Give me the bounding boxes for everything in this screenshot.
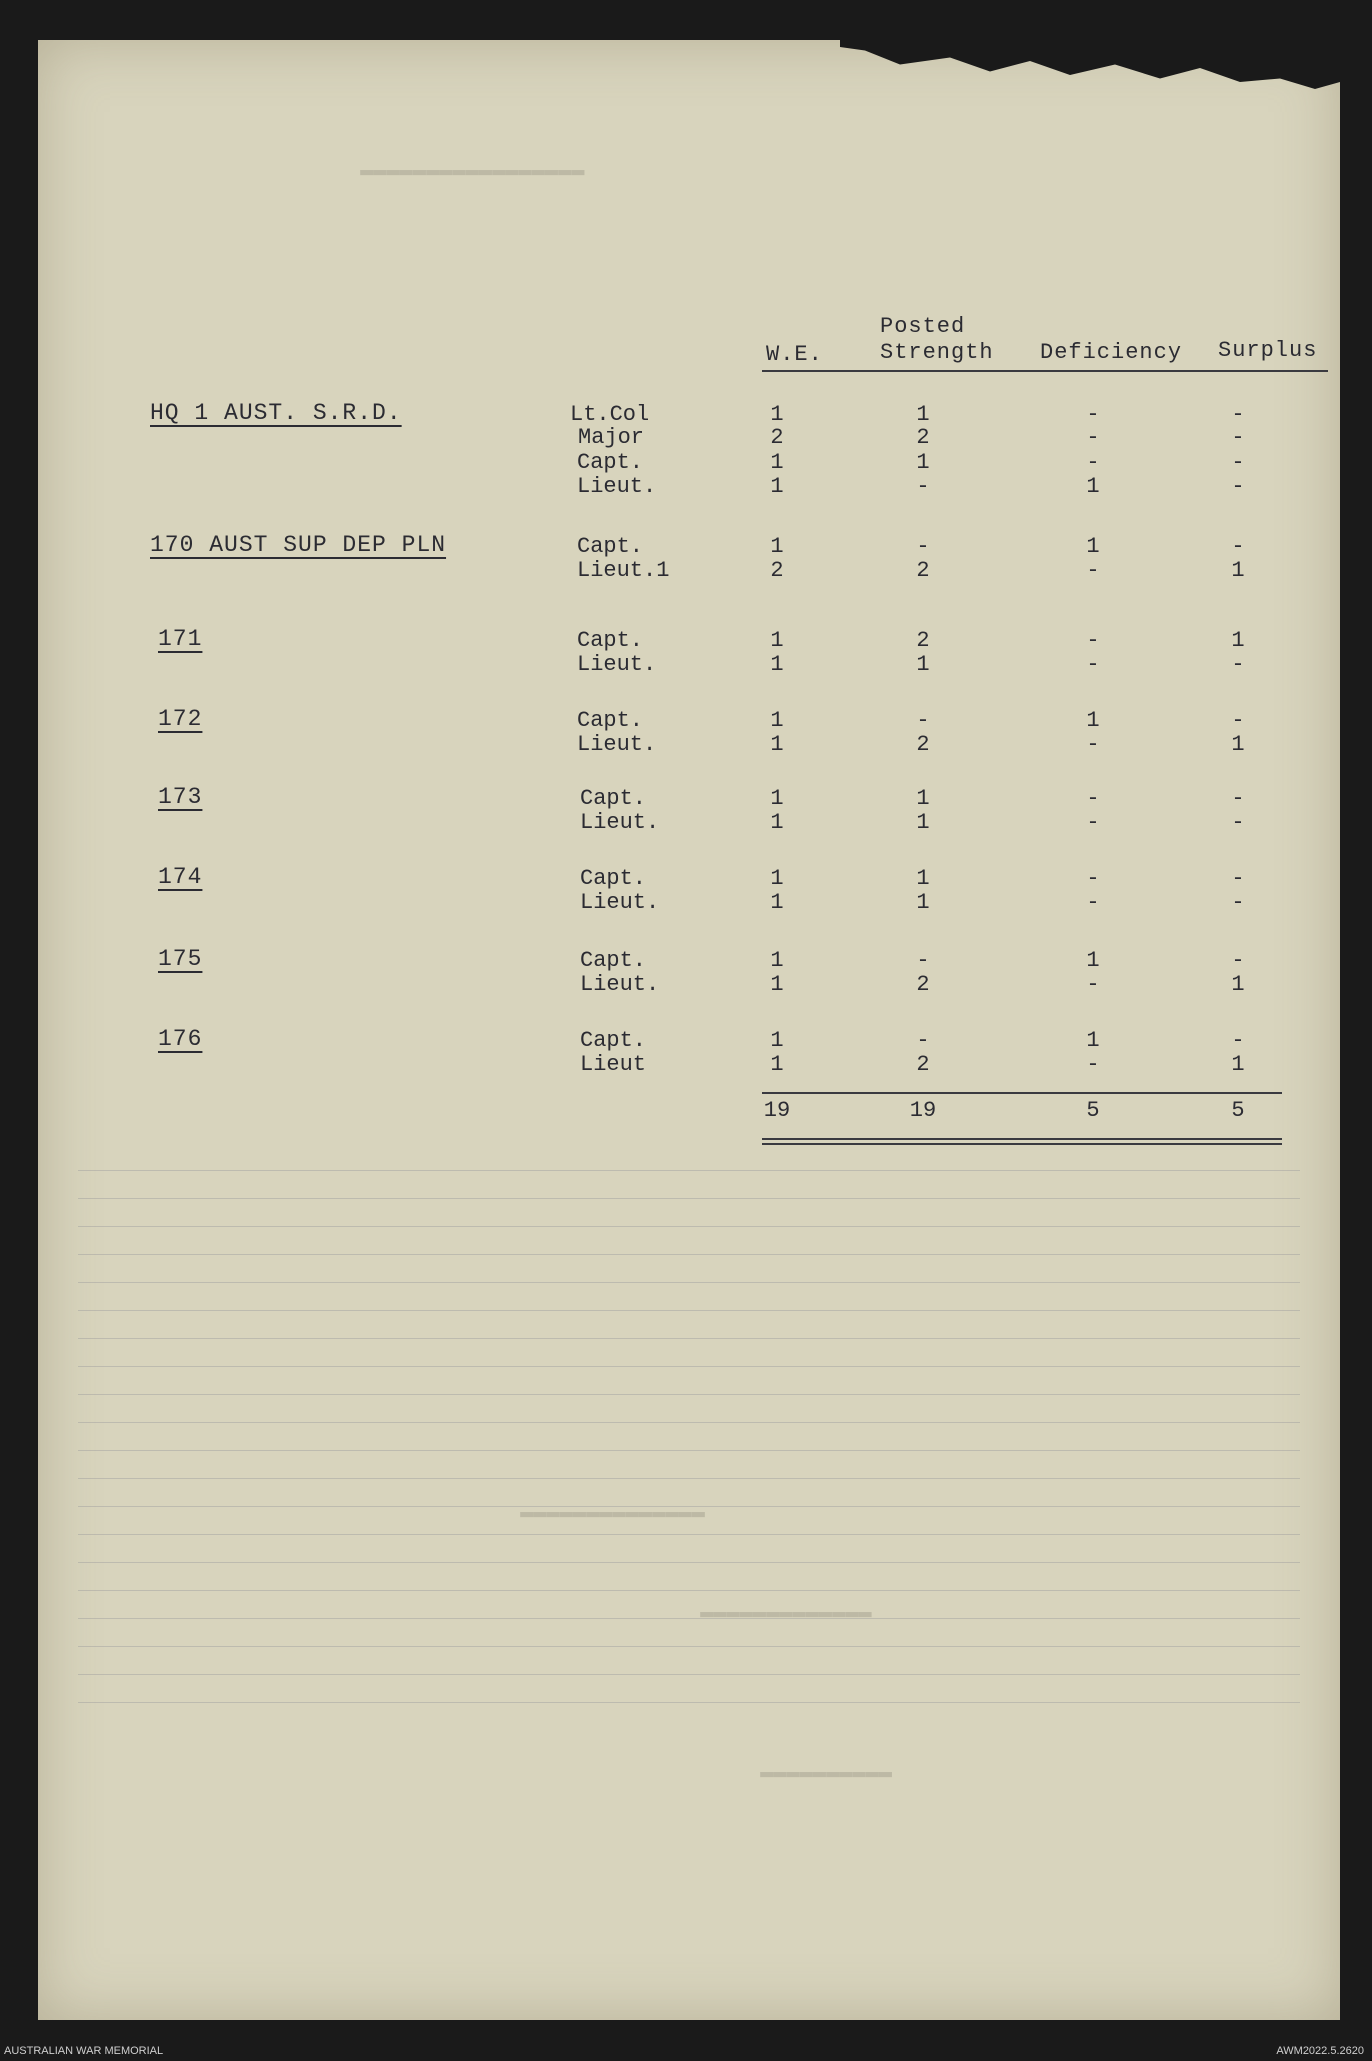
rank-label: Lieut.1: [577, 558, 670, 583]
cell-we: 1: [770, 1028, 784, 1053]
footer-accession: AWM2022.5.2620: [1276, 2045, 1364, 2057]
cell-posted: 1: [916, 890, 930, 915]
cell-deficiency: -: [1086, 972, 1100, 997]
cell-deficiency: -: [1086, 450, 1100, 475]
unit-name: 173: [158, 784, 203, 810]
rank-label: Capt.: [577, 628, 644, 653]
cell-surplus: -: [1231, 652, 1245, 677]
cell-posted: 2: [916, 425, 930, 450]
cell-we: 1: [770, 534, 784, 559]
unit-name: 175: [158, 946, 203, 972]
rank-label: Capt.: [580, 1028, 647, 1053]
cell-posted: -: [916, 948, 930, 973]
unit-name: 172: [158, 706, 203, 732]
cell-posted: 2: [916, 628, 930, 653]
cell-deficiency: -: [1086, 1052, 1100, 1077]
cell-deficiency: -: [1086, 628, 1100, 653]
archive-footer: [0, 2041, 1372, 2061]
cell-surplus: -: [1231, 450, 1245, 475]
cell-deficiency: -: [1086, 810, 1100, 835]
cell-surplus: -: [1231, 474, 1245, 499]
cell-surplus: -: [1231, 866, 1245, 891]
cell-deficiency: -: [1086, 732, 1100, 757]
cell-we: 1: [770, 450, 784, 475]
cell-deficiency: 1: [1086, 534, 1100, 559]
cell-posted: 1: [916, 652, 930, 677]
rank-label: Lieut: [580, 1052, 647, 1077]
cell-deficiency: -: [1086, 890, 1100, 915]
cell-posted: -: [916, 534, 930, 559]
cell-we: 2: [770, 425, 784, 450]
rank-label: Capt.: [577, 708, 644, 733]
rank-label: Capt.: [580, 786, 647, 811]
rank-label: Lieut.: [577, 652, 657, 677]
cell-deficiency: 1: [1086, 474, 1100, 499]
cell-we: 1: [770, 402, 784, 427]
cell-we: 1: [770, 890, 784, 915]
unit-name: 174: [158, 864, 203, 890]
rank-label: Capt.: [580, 866, 647, 891]
cell-surplus: -: [1231, 890, 1245, 915]
cell-posted: 1: [916, 810, 930, 835]
cell-posted: 1: [916, 866, 930, 891]
cell-surplus: -: [1231, 948, 1245, 973]
cell-we: 1: [770, 786, 784, 811]
cell-we: 1: [770, 1052, 784, 1077]
unit-name: 171: [158, 626, 203, 652]
cell-surplus: -: [1231, 425, 1245, 450]
show-through-text: ▬▬▬▬▬▬▬▬▬▬▬▬▬▬: [520, 1500, 705, 1525]
rank-label: Lieut.: [580, 972, 660, 997]
show-through-text: ▬▬▬▬▬▬▬▬▬▬▬▬▬: [700, 1600, 872, 1625]
cell-posted: -: [916, 708, 930, 733]
cell-surplus: -: [1231, 402, 1245, 427]
header-underline: [762, 370, 1328, 372]
cell-posted: 2: [916, 1052, 930, 1077]
rank-label: Lieut.: [580, 890, 660, 915]
cell-posted: 2: [916, 972, 930, 997]
cell-surplus: -: [1231, 810, 1245, 835]
total-posted: 19: [909, 1098, 937, 1123]
total-surplus: 5: [1231, 1098, 1245, 1123]
cell-we: 1: [770, 866, 784, 891]
totals-bottom-rule-2: [762, 1143, 1282, 1145]
cell-we: 1: [770, 732, 784, 757]
cell-surplus: 1: [1231, 558, 1245, 583]
column-header-we: W.E.: [766, 342, 823, 367]
cell-surplus: 1: [1231, 1052, 1245, 1077]
cell-posted: -: [916, 1028, 930, 1053]
cell-deficiency: -: [1086, 786, 1100, 811]
rank-label: Lieut.: [580, 810, 660, 835]
cell-we: 1: [770, 628, 784, 653]
column-header-deficiency: Deficiency: [1040, 340, 1183, 365]
unit-name: HQ 1 AUST. S.R.D.: [150, 400, 402, 426]
cell-deficiency: -: [1086, 402, 1100, 427]
rank-label: Capt.: [577, 450, 644, 475]
cell-deficiency: -: [1086, 866, 1100, 891]
cell-surplus: -: [1231, 534, 1245, 559]
unit-name: 170 AUST SUP DEP PLN: [150, 532, 447, 558]
rank-label: Capt.: [580, 948, 647, 973]
cell-we: 1: [770, 810, 784, 835]
cell-deficiency: 1: [1086, 948, 1100, 973]
column-header-posted: Posted: [880, 314, 966, 339]
footer-institution: AUSTRALIAN WAR MEMORIAL: [4, 2045, 164, 2057]
totals-top-rule: [762, 1092, 1282, 1094]
column-header-surplus: Surplus: [1218, 338, 1318, 363]
rank-label: Lt.Col: [570, 402, 650, 427]
rank-label: Capt.: [577, 534, 644, 559]
cell-we: 1: [770, 652, 784, 677]
cell-deficiency: 1: [1086, 708, 1100, 733]
cell-surplus: -: [1231, 1028, 1245, 1053]
cell-posted: 2: [916, 558, 930, 583]
cell-deficiency: 1: [1086, 1028, 1100, 1053]
show-through-text: ▬▬▬▬▬▬▬▬▬▬▬▬▬▬▬▬▬: [360, 158, 585, 183]
cell-surplus: 1: [1231, 628, 1245, 653]
show-through-text: ▬▬▬▬▬▬▬▬▬▬: [760, 1760, 893, 1785]
cell-we: 2: [770, 558, 784, 583]
cell-posted: 2: [916, 732, 930, 757]
cell-surplus: -: [1231, 786, 1245, 811]
cell-deficiency: -: [1086, 425, 1100, 450]
cell-posted: -: [916, 474, 930, 499]
cell-we: 1: [770, 948, 784, 973]
cell-surplus: -: [1231, 708, 1245, 733]
cell-surplus: 1: [1231, 732, 1245, 757]
cell-deficiency: -: [1086, 652, 1100, 677]
cell-posted: 1: [916, 786, 930, 811]
cell-we: 1: [770, 474, 784, 499]
total-deficiency: 5: [1086, 1098, 1100, 1123]
cell-deficiency: -: [1086, 558, 1100, 583]
cell-we: 1: [770, 708, 784, 733]
cell-posted: 1: [916, 450, 930, 475]
totals-bottom-rule-1: [762, 1138, 1282, 1140]
rank-label: Major: [578, 425, 645, 450]
column-header-strength: Strength: [880, 340, 994, 365]
cell-surplus: 1: [1231, 972, 1245, 997]
rank-label: Lieut.: [577, 474, 657, 499]
total-we: 19: [763, 1098, 791, 1123]
unit-name: 176: [158, 1026, 203, 1052]
ruled-lines: [38, 1170, 1340, 1730]
cell-we: 1: [770, 972, 784, 997]
cell-posted: 1: [916, 402, 930, 427]
rank-label: Lieut.: [577, 732, 657, 757]
